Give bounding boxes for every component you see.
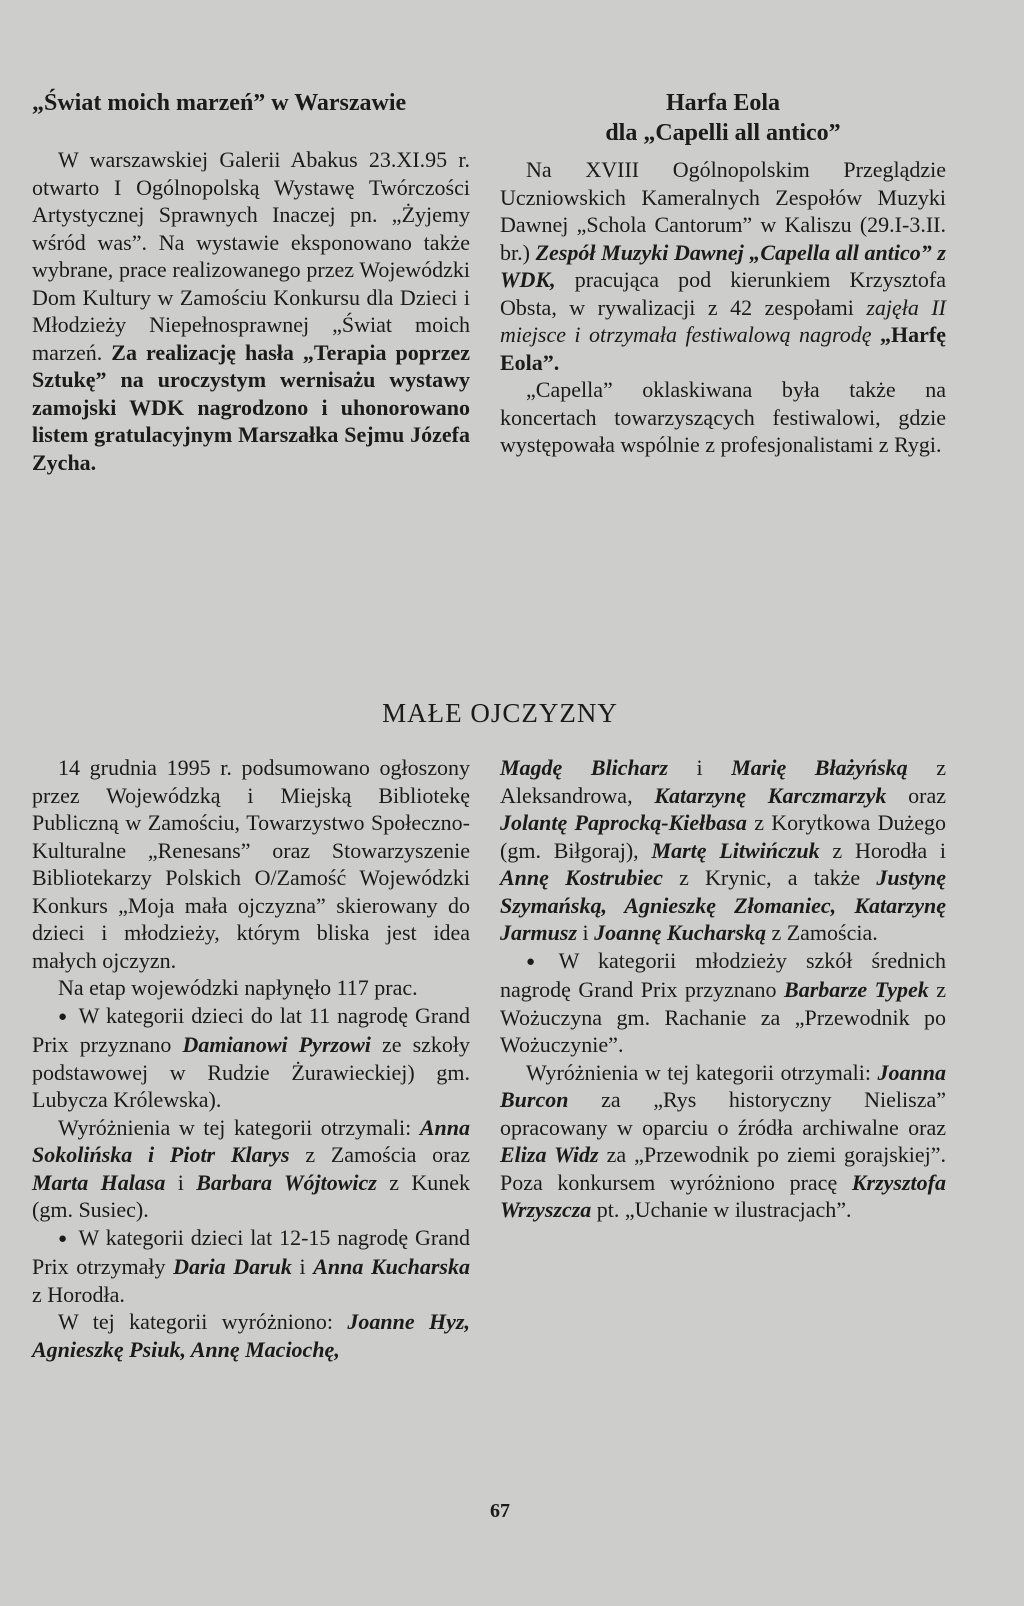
winner-name: Barbarze Typek — [784, 977, 929, 1002]
right-column — [500, 754, 946, 1224]
winner-name: Krzysztofa Wrzyszcza — [500, 1169, 946, 1222]
winner-name: Magdę Blicharz — [500, 755, 668, 780]
winner-name: Joanna Burcon — [500, 1059, 946, 1112]
body-text: z Wożuczyna gm. Rachanie za „Przewodnik po Wożuczynie”. — [500, 977, 946, 1057]
winner-name: Marię Błażyńską — [731, 755, 908, 780]
winner-name: Anna Kucharska — [313, 1254, 470, 1279]
body-text: i — [177, 1169, 184, 1195]
body-text: z Krynic, a także — [679, 865, 861, 890]
body-text: W warszawskiej Galerii Abakus 23.XI.95 r. otwarto I Ogólnopolską Wystawę Twórczości Artystycznej Sprawnych Inaczej pn. „Żyjemy wśród was”. Na wystawie eksponowano także wybrane, prace realizowanego przez Wojewódzki Dom Kultury w Zamościu Konkursu dla Dzieci i Młodzieży Niepełnosprawnej „Świat moich marzeń. — [32, 147, 470, 365]
body-text: pt. „Uchanie w ilustracjach”. — [596, 1197, 852, 1222]
winner-name: Jolantę Paprocką-Kiełbasa — [500, 810, 747, 835]
body-text: i — [299, 1254, 306, 1279]
body-text: Na XVIII Ogólnopolskim Przeglądzie Uczniowskich Kameralnych Zespołów Muzyki Dawnej „Schola Cantorum” w Kaliszu (29.I-3.II. br.) — [500, 157, 946, 265]
winner-name: Joannę Kucharską — [594, 920, 766, 945]
paragraph — [500, 1059, 946, 1224]
winner-name: Justynę Szymańską, Agnieszkę Złomaniec, Katarzynę Jarmusz — [500, 865, 947, 945]
article-swiat-moich-marzen — [32, 88, 470, 476]
paragraph: Na etap wojewódzki napłynęło 117 prac. — [58, 975, 418, 1000]
winner-name: Joanne Hyz, Agnieszkę Psiuk, Annę Maciochę, — [32, 1309, 470, 1362]
body-text: oraz — [908, 782, 947, 808]
winner-name: Annę Kostrubiec — [500, 865, 663, 890]
bullet-paragraph — [32, 1002, 470, 1114]
body-text: za „Rys historyczny Nielisza” opracowany w oparciu o źródła archiwalne oraz — [500, 1087, 946, 1140]
paragraph — [500, 754, 946, 947]
body-text: z Aleksandrowa, — [500, 755, 947, 808]
body-text: W tej kategorii wyróżniono: — [58, 1309, 333, 1334]
winner-name: Barbara Wójtowicz — [196, 1169, 377, 1195]
left-column — [32, 754, 470, 1363]
article-body — [32, 146, 470, 476]
award-name: „Harfę Eola”. — [500, 322, 947, 375]
bullet-paragraph — [500, 947, 946, 1059]
winner-name: Martę Litwińczuk — [651, 837, 820, 863]
body-text: z Korytkowa Dużego (gm. Biłgoraj), — [500, 810, 947, 863]
body-text: W kategorii młodzieży szkół średnich nagrodę Grand Prix przyznano — [500, 947, 946, 1002]
body-text: z Zamościa. — [771, 920, 878, 945]
winner-name: Eliza Widz — [500, 1142, 599, 1167]
article-title-line1: Harfa Eola — [666, 90, 780, 116]
winner-name: Anna Sokolińska i Piotr Klarys — [32, 1114, 471, 1167]
winner-name: Marta Halasa — [32, 1169, 166, 1195]
article-body: „Capella” oklaskiwana była także na koncertach towarzyszących festiwalowi, gdzie występowała wspólnie z profesjonalistami z Rygi. — [500, 377, 946, 457]
body-text: i — [582, 920, 589, 945]
bullet-paragraph — [32, 1224, 470, 1309]
winner-name: Daria Daruk — [173, 1254, 292, 1279]
article-body — [500, 156, 946, 376]
paragraph — [32, 1308, 470, 1363]
italic-text: zajęła II miejsce i otrzymała festiwalową nagrodę — [500, 294, 946, 347]
body-text: pracująca pod kierunkiem Krzysztofa Obsta, w rywalizacji z 42 zespołami — [500, 267, 947, 320]
body-text: Wyróżnienia w tej kategorii otrzymali: — [58, 1114, 412, 1140]
ensemble-name: Zespół Muzyki Dawnej „Capella all antico” z WDK, — [500, 239, 946, 292]
body-text: i — [696, 755, 703, 780]
page-number: 67 — [490, 1500, 510, 1522]
section-title: MAŁE OJCZYZNY — [382, 698, 618, 728]
body-text: z Horodła i — [832, 837, 947, 863]
paragraph — [32, 1114, 470, 1224]
bold-text: Za realizację hasła „Terapia poprzez Sztukę” na uroczystym wernisażu wystawy zamojski WDK nagrodzono i uhonorowano listem gratulacyjnym Marszałka Sejmu Józefa Zycha. — [32, 339, 470, 475]
body-text: Wyróżnienia w tej kategorii otrzymali: — [526, 1059, 871, 1085]
winner-name: Katarzynę Karczmarzyk — [654, 782, 887, 808]
body-text: z Horodła. — [32, 1281, 125, 1307]
winner-name: Damianowi Pyrzowi — [182, 1032, 371, 1057]
body-text: z Kunek (gm. Susiec). — [32, 1169, 471, 1222]
body-text: ze szkoły podstawowej w Rudzie Żurawieckiej) gm. Lubycza Królewska). — [32, 1032, 471, 1112]
body-text: z Zamościa oraz — [305, 1142, 470, 1167]
article-harfa-eola — [500, 88, 946, 459]
paragraph: 14 grudnia 1995 r. podsumowano ogłoszony przez Wojewódzką i Miejską Bibliotekę Publiczną w Zamościu, Towarzystwo Społeczno-Kulturalne „Renesans” oraz Stowarzyszenie Bibliotekarzy Polskich O/Zamość Wojewódzki Konkurs „Moja mała ojczyzna” skierowany do dzieci i młodzieży, którym bliska jest idea małych ojczyzn. — [32, 755, 470, 973]
body-text: W kategorii dzieci do lat 11 nagrodę Grand Prix przyznano — [32, 1002, 470, 1057]
body-text: W kategorii dzieci lat 12-15 nagrodę Grand Prix otrzymały — [32, 1224, 470, 1279]
article-title-line2: dla „Capelli all antico” — [605, 120, 841, 146]
body-text: za „Przewodnik po ziemi gorajskiej”. Poza konkursem wyróżniono pracę — [500, 1142, 947, 1195]
article-title: „Świat moich marzeń” w Warszawie — [32, 90, 407, 116]
